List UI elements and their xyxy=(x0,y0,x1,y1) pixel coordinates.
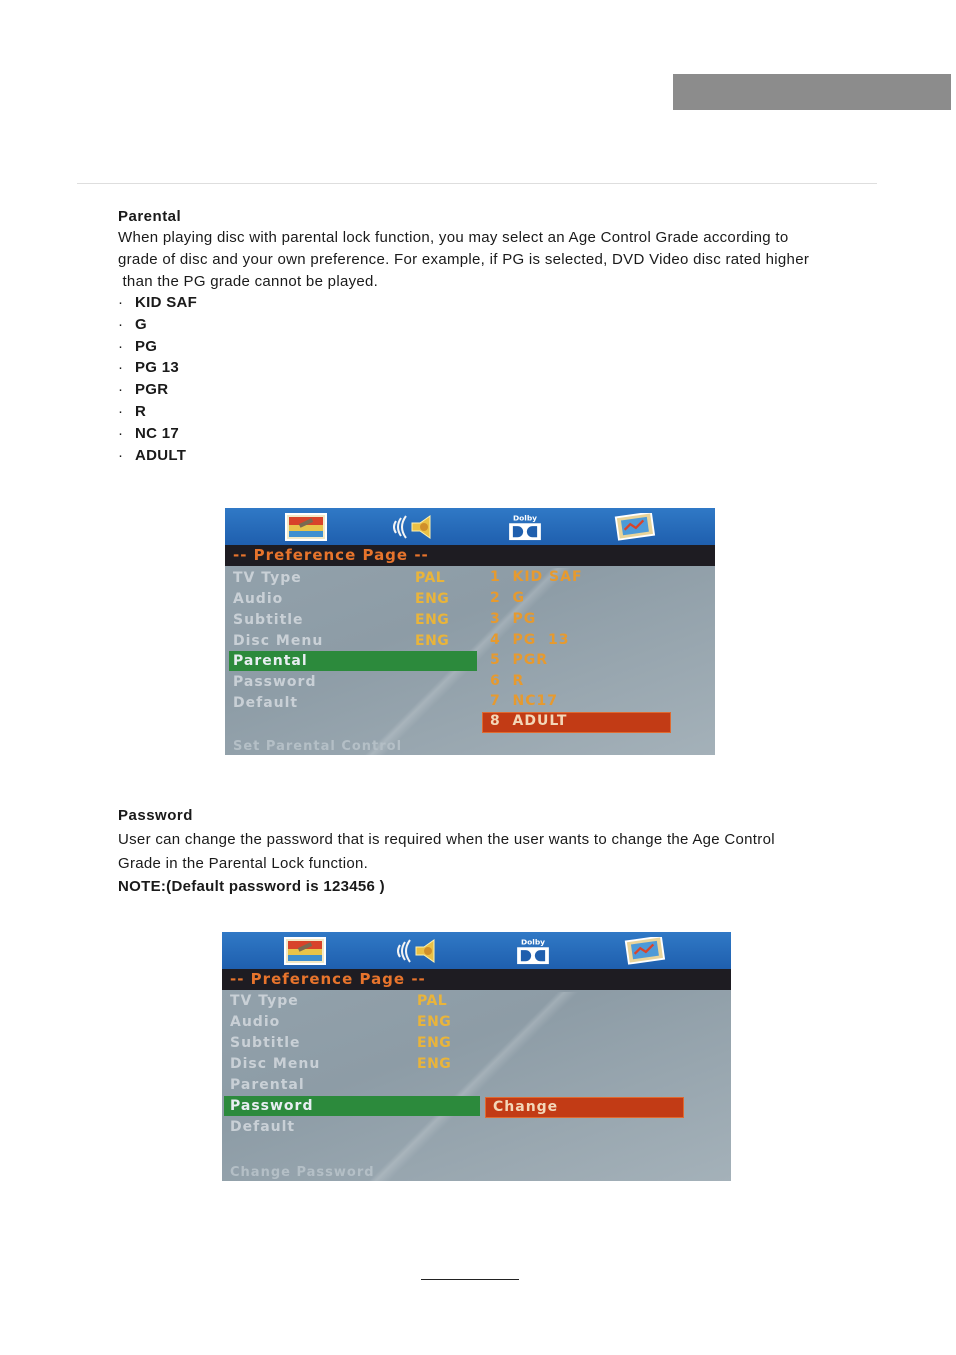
osd-option[interactable]: 3 PG xyxy=(490,611,537,627)
osd-value: PAL xyxy=(415,570,446,586)
preference-icon xyxy=(610,513,658,541)
password-description xyxy=(118,828,858,876)
osd-menu-item[interactable]: TV Type xyxy=(233,570,302,586)
list-item: · G xyxy=(118,315,147,333)
list-item: · PG 13 xyxy=(118,359,180,377)
list-item: · PGR xyxy=(118,381,169,399)
osd-option[interactable]: 2 G xyxy=(490,590,525,606)
osd-option[interactable]: 5 PGR xyxy=(490,652,549,668)
osd-status-text: Set Parental Control xyxy=(233,739,403,754)
list-item: · NC 17 xyxy=(118,424,180,442)
age-grade-list xyxy=(118,292,197,466)
speaker-icon xyxy=(394,937,444,965)
password-osd-screenshot xyxy=(222,932,731,1181)
list-item: · PG xyxy=(118,337,158,355)
header-bar xyxy=(673,74,951,110)
osd-menu-item[interactable]: TV Type xyxy=(230,993,299,1009)
osd-menu-item[interactable]: Parental xyxy=(230,1077,305,1093)
osd-menu-item[interactable]: Subtitle xyxy=(230,1035,301,1051)
list-item: · ADULT xyxy=(118,446,187,464)
dolby-icon xyxy=(513,937,553,965)
password-heading: Password xyxy=(118,807,193,824)
osd-menu-item[interactable]: Disc Menu xyxy=(230,1056,321,1072)
svg-text:Dolby: Dolby xyxy=(520,937,546,947)
password-line-1: User can change the password that is required when the user wants to change the Age Control xyxy=(118,831,775,848)
osd-menu-item[interactable]: Default xyxy=(233,695,299,711)
default-password-note: NOTE:(Default password is 123456 ) xyxy=(118,878,385,895)
osd-value: ENG xyxy=(415,633,450,649)
osd-menu-item[interactable]: Disc Menu xyxy=(233,633,324,649)
header-divider xyxy=(77,183,877,184)
osd-menu-item[interactable]: Audio xyxy=(230,1014,281,1030)
osd-option[interactable]: 1 KID SAF xyxy=(490,569,583,585)
general-setup-icon xyxy=(284,937,326,965)
osd-option[interactable]: 6 R xyxy=(490,673,525,689)
osd-option-selected[interactable]: 8 ADULT xyxy=(490,713,568,729)
change-password-button[interactable] xyxy=(485,1097,684,1118)
osd-option[interactable]: 4 PG 13 xyxy=(490,632,570,648)
speaker-icon xyxy=(390,513,440,541)
osd-value: ENG xyxy=(415,591,450,607)
osd-value: ENG xyxy=(417,1056,452,1072)
osd-value: ENG xyxy=(415,612,450,628)
general-setup-icon xyxy=(285,513,327,541)
footer-rule xyxy=(421,1279,519,1280)
osd-value: ENG xyxy=(417,1014,452,1030)
osd-icon-bar xyxy=(222,932,731,969)
parental-osd-screenshot xyxy=(225,508,715,755)
parental-heading: Parental xyxy=(118,208,182,225)
osd-status-text: Change Password xyxy=(230,1165,375,1180)
osd-value: ENG xyxy=(417,1035,452,1051)
osd-option[interactable]: 7 NC17 xyxy=(490,693,558,709)
parental-line-3: than the PG grade cannot be played. xyxy=(118,273,379,290)
preference-icon xyxy=(620,937,668,965)
osd-menu-item-selected[interactable]: Parental xyxy=(233,653,308,669)
parental-line-2: grade of disc and your own preference. For example, if PG is selected, DVD Video disc rated higher xyxy=(118,251,810,268)
svg-text:Dolby: Dolby xyxy=(512,513,538,523)
osd-menu-item[interactable]: Audio xyxy=(233,591,284,607)
dolby-icon xyxy=(505,513,545,541)
osd-menu-item[interactable]: Subtitle xyxy=(233,612,304,628)
parental-line-1: When playing disc with parental lock function, you may select an Age Control Grade according to xyxy=(118,229,789,246)
osd-value: PAL xyxy=(417,993,448,1009)
list-item: · R xyxy=(118,402,147,420)
osd-menu-item-selected[interactable]: Password xyxy=(230,1098,314,1114)
list-item: · KID SAF xyxy=(118,294,198,311)
parental-description xyxy=(118,227,858,293)
osd-menu-item[interactable]: Password xyxy=(233,674,317,690)
osd-title: -- Preference Page -- xyxy=(222,969,731,990)
osd-title: -- Preference Page -- xyxy=(225,545,715,566)
password-line-2: Grade in the Parental Lock function. xyxy=(118,855,369,872)
osd-icon-bar xyxy=(225,508,715,545)
osd-menu-item[interactable]: Default xyxy=(230,1119,296,1135)
change-button-label: Change xyxy=(493,1099,559,1115)
